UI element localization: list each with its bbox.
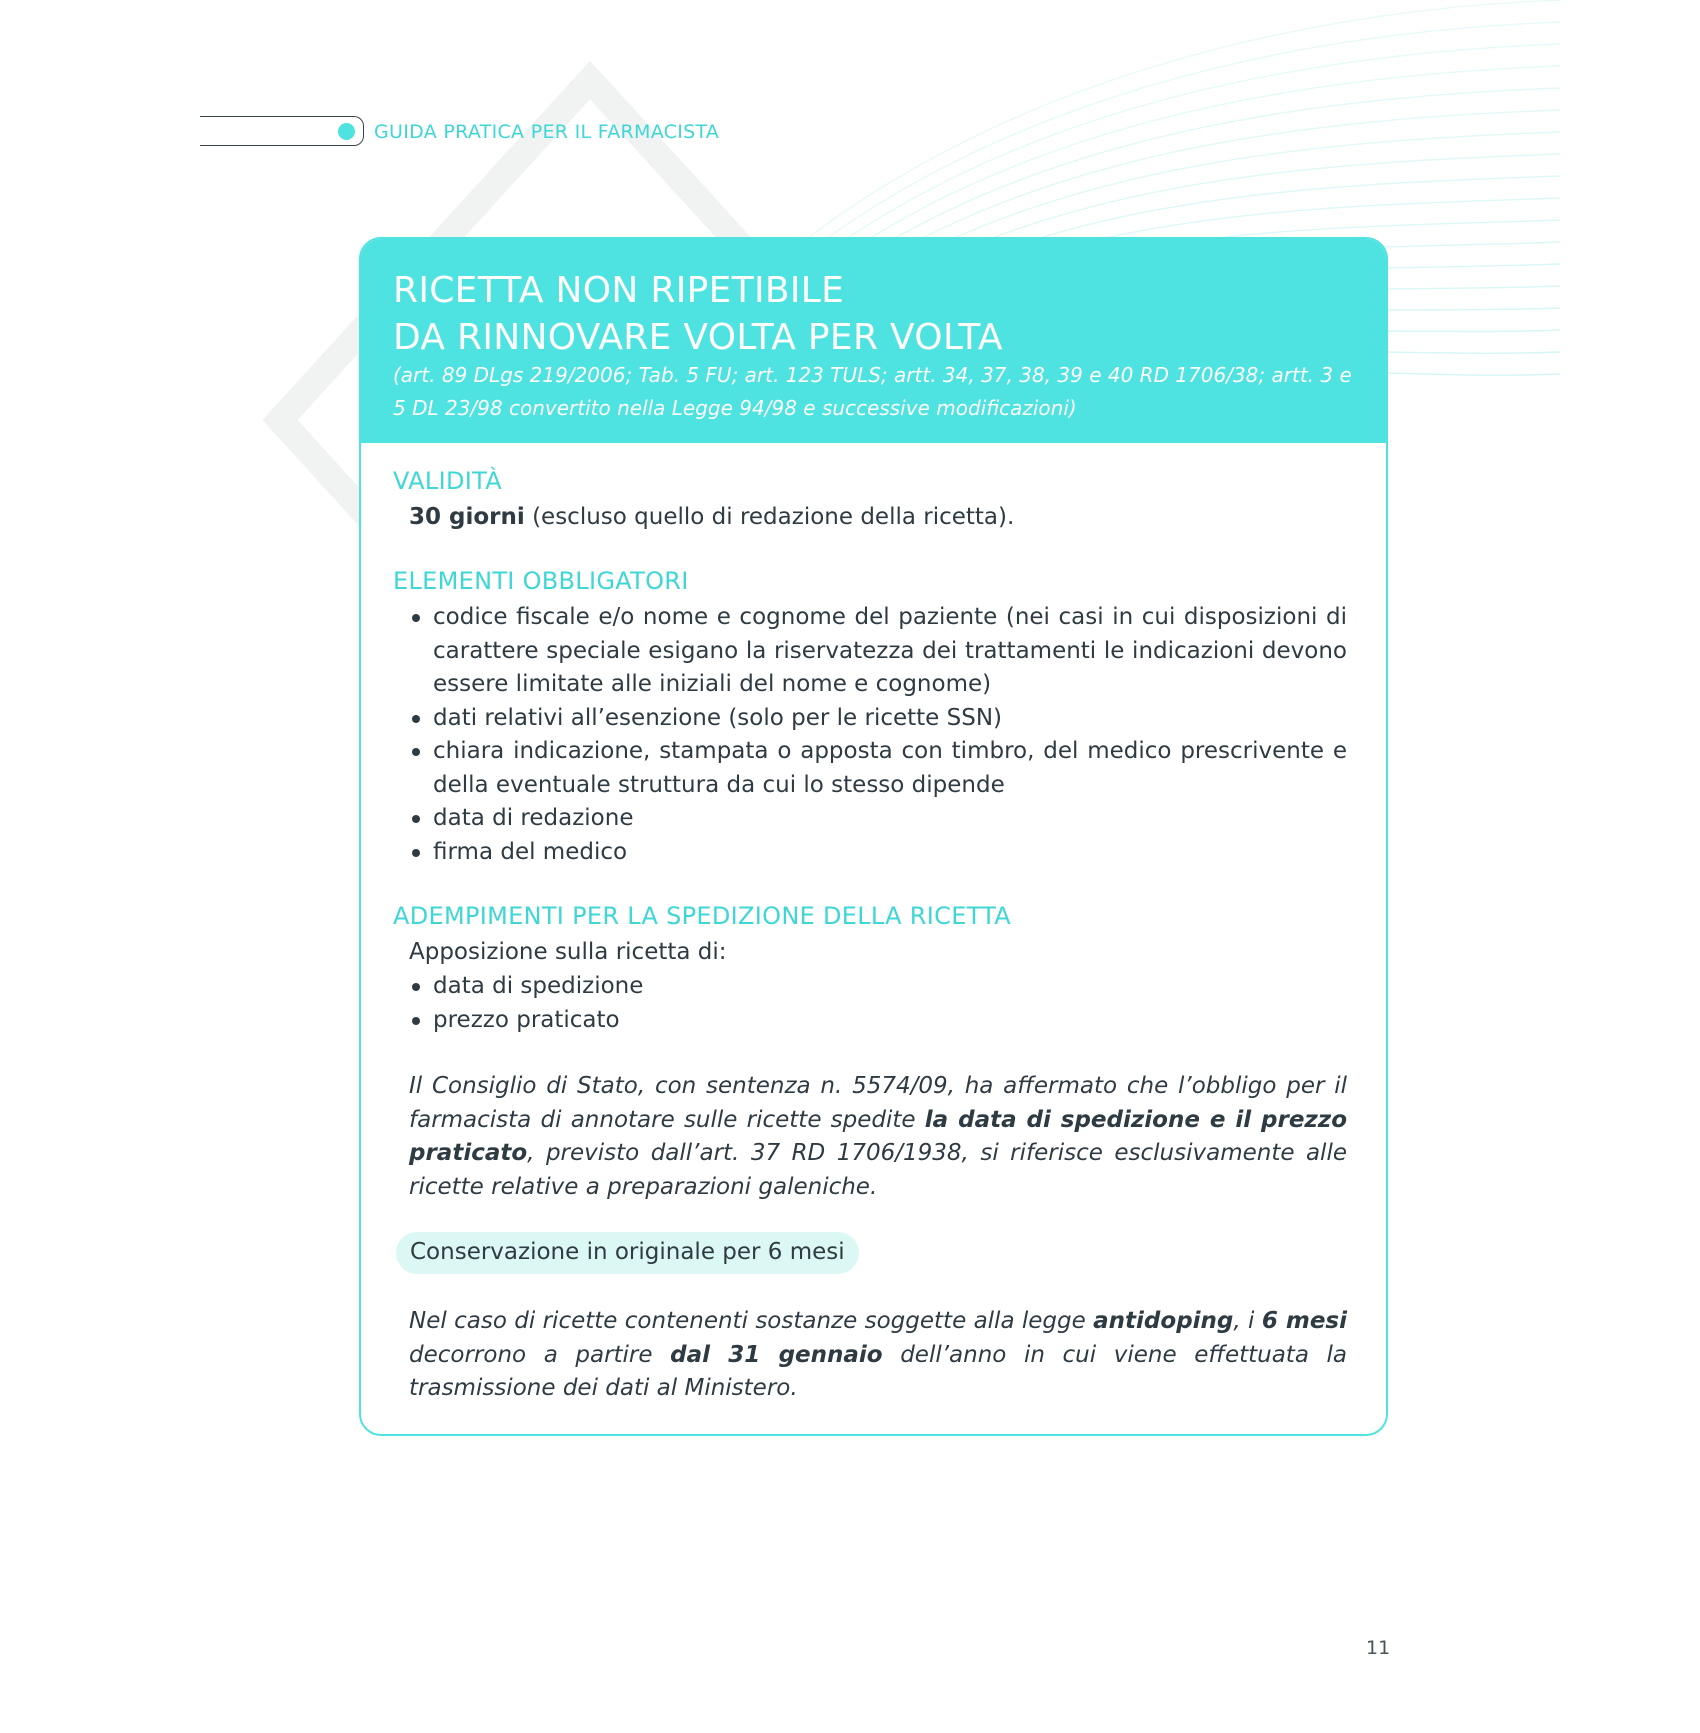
validita-value-bold: 30 giorni: [409, 504, 525, 530]
note-text: Nel caso di ricette contenenti sostanze soggette alla legge: [409, 1308, 1094, 1334]
list-item: codice fiscale e/o nome e cognome del paziente (nei casi in cui disposizioni di carattere speciale esigano la riservatezza dei trattamenti le indicazioni devono essere limitate alle iniziali del nome e cognome): [409, 601, 1347, 702]
note-text: Il Consiglio di Stato, con sentenza n. 5574/09, ha affermato che l’obbligo per il farmacista di annotare sulle ricette spedite: [409, 1073, 1347, 1133]
header-tab-marker: [200, 116, 364, 146]
elementi-list: [409, 601, 1347, 869]
list-item: data di redazione: [409, 802, 1347, 836]
section-title-elementi: ELEMENTI OBBLIGATORI: [393, 567, 689, 595]
conservation-highlight-badge: Conservazione in originale per 6 mesi: [396, 1232, 859, 1274]
adempimenti-intro: Apposizione sulla ricetta di:: [409, 939, 727, 965]
card-header: [361, 239, 1386, 443]
list-item: prezzo praticato: [409, 1004, 1347, 1038]
validita-text: [409, 501, 1014, 535]
list-item: firma del medico: [409, 836, 1347, 870]
card-title: RICETTA NON RIPETIBILE DA RINNOVARE VOLTA PER VOLTA: [393, 270, 1003, 358]
background-arc: [780, 0, 1560, 260]
running-header-title: GUIDA PRATICA PER IL FARMACISTA: [374, 121, 720, 143]
list-item: dati relativi all’esenzione (solo per le ricette SSN): [409, 702, 1347, 736]
card-legal-references: (art. 89 DLgs 219/2006; Tab. 5 FU; art. 123 TULS; artt. 34, 37, 38, 39 e 40 RD 1706/38; artt. 3 e 5 DL 23/98 convertito nella Legge 94/98 e successive modificazioni): [393, 363, 1352, 420]
adempimenti-list: [409, 970, 1347, 1037]
header-dot-icon: [338, 123, 355, 140]
note-text: dell’anno in cui viene effettuata la trasmissione dei dati al Ministero.: [409, 1341, 1347, 1401]
note-text-bold: dal 31 gennaio: [670, 1341, 883, 1368]
section-title-validita: VALIDITÀ: [393, 467, 502, 495]
section-title-adempimenti: ADEMPIMENTI PER LA SPEDIZIONE DELLA RICETTA: [393, 902, 1012, 930]
validita-value-rest: (escluso quello di redazione della ricetta).: [524, 504, 1015, 530]
note-text: , i: [1233, 1308, 1262, 1334]
consiglio-di-stato-note: [409, 1070, 1347, 1204]
antidoping-note: [409, 1305, 1347, 1406]
note-text-bold: 6 mesi: [1261, 1308, 1348, 1334]
prescription-info-card: [359, 237, 1388, 1436]
list-item: data di spedizione: [409, 970, 1347, 1004]
note-text: decorrono a partire: [409, 1341, 671, 1368]
list-item: chiara indicazione, stampata o apposta con timbro, del medico prescrivente e della eventuale struttura da cui lo stesso dipende: [409, 735, 1347, 802]
note-text-bold: antidoping: [1093, 1308, 1234, 1334]
note-text-bold: la data di spedizione e il prezzo praticato: [409, 1106, 1347, 1166]
note-text: , previsto dall’art. 37 RD 1706/1938, si riferisce esclusivamente alle ricette relative a preparazioni galeniche.: [409, 1140, 1347, 1200]
page-number: 11: [1366, 1637, 1391, 1659]
